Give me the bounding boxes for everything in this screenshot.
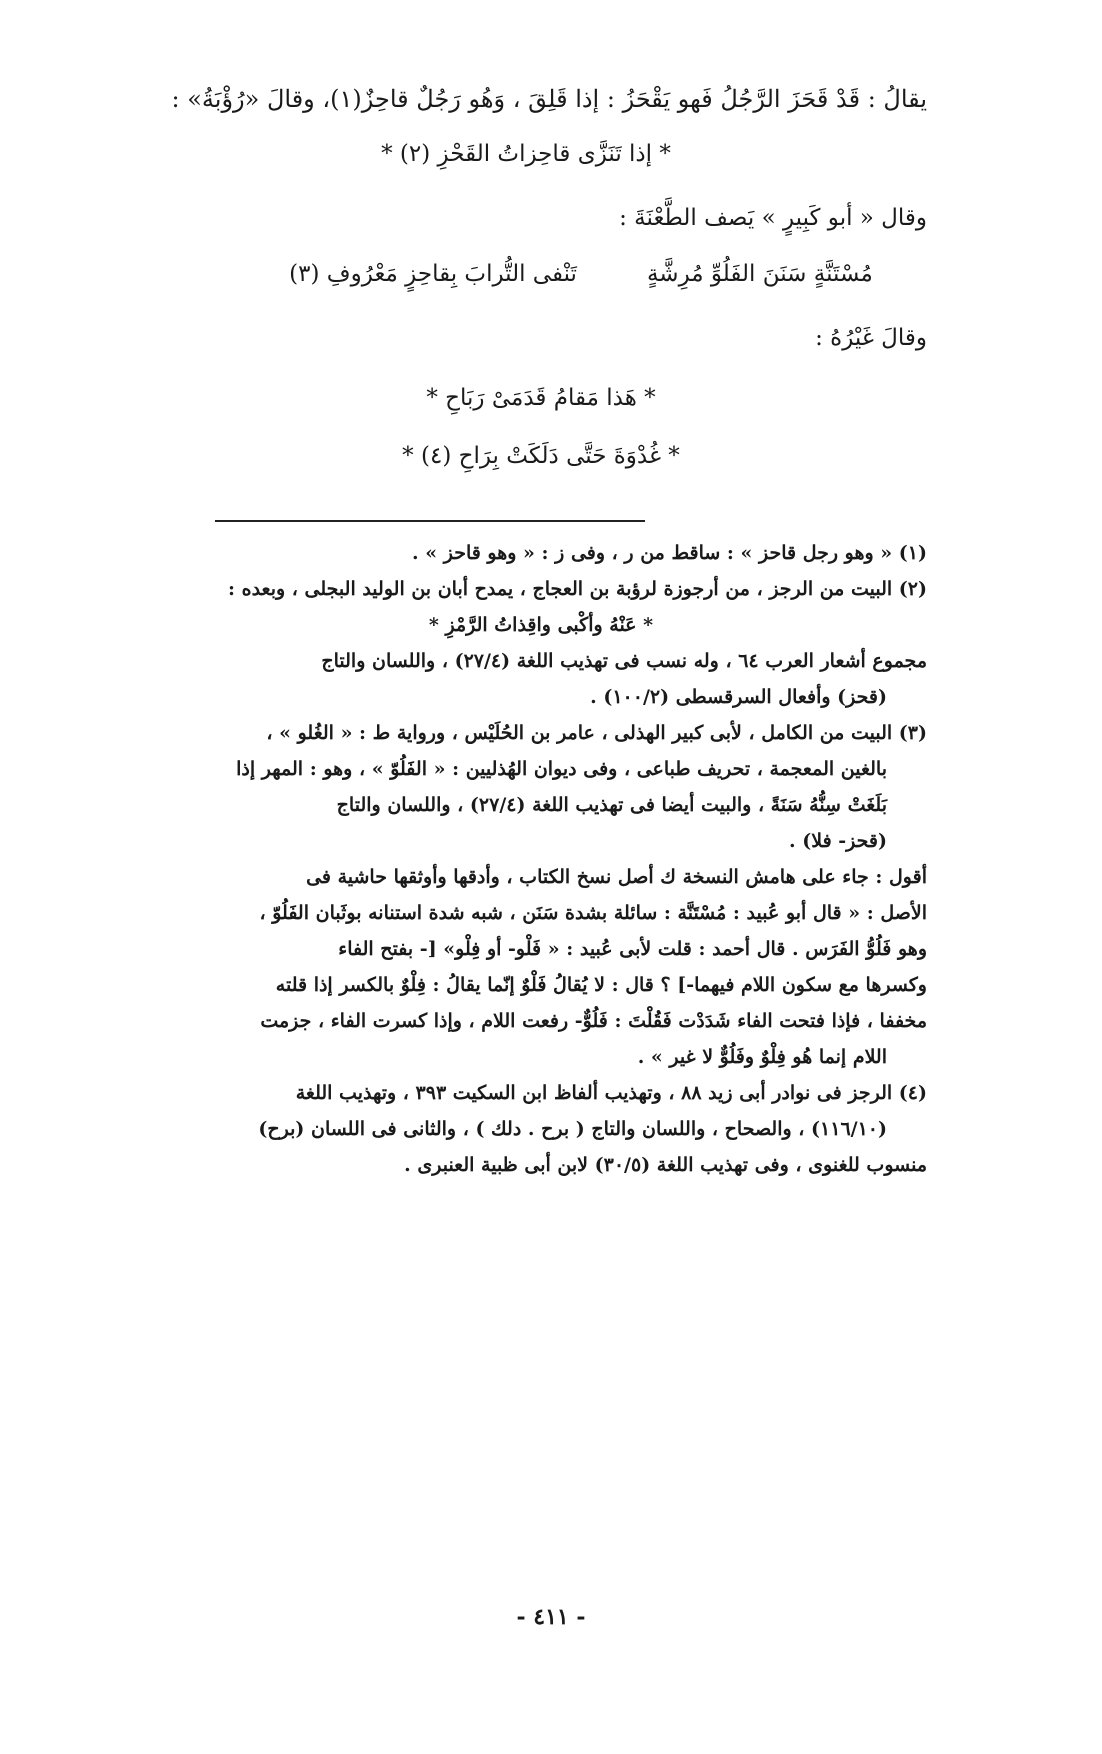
page-number: - ٤١١ - (516, 1604, 586, 1630)
footnote-line: مخففا ، فإذا فتحت الفاء شَدَدْت فَقُلْتَ : فَلُوٌّ- رفعت اللام ، وإذا كسرت الفاء ، جزمت (260, 1010, 927, 1032)
main-line-3: وقال « أبو كَبِيرٍ » يَصف الطَّعْنَةَ : (619, 205, 927, 231)
footnote-line: وهو فَلُوُّ الفَرَس . قال أحمد : قلت لأبى عُبيد : « فَلْو- أو فِلْو» [- بفتح الفاء (338, 938, 927, 960)
footnote-line: (قحز) وأفعال السرقسطى (١٠٠/٢) . (590, 686, 887, 708)
verse-hemistich-first: مُسْتَنَّةٍ سَنَنَ الفَلُوِّ مُرِشَّةٍ (646, 261, 873, 287)
footnote-line: (قحز- فلا) . (789, 830, 887, 852)
footnote-line: مجموع أشعار العرب ٦٤ ، وله نسب فى تهذيب اللغة (٢٧/٤) ، واللسان والتاج (321, 650, 927, 672)
main-text (165, 85, 927, 483)
poetry-verse (165, 261, 927, 325)
footnote-line: اللام إنما هُو فِلْوٌ وفَلُوٌّ لا غير » . (637, 1046, 887, 1068)
footnote-verse: * عَنْهُ وأكْبى واقِذاتُ الرَّمْزِ * (428, 614, 654, 636)
verse-hemistich-second: تَنْفى التُّرابَ بِقاحِزٍ مَعْرُوفِ (٣) (289, 261, 577, 287)
footnote-line: (٤) الرجز فى نوادر أبى زيد ٨٨ ، وتهذيب ألفاظ ابن السكيت ٣٩٣ ، وتهذيب اللغة (295, 1082, 927, 1104)
footnote-line: أقول : جاء على هامش النسخة ك أصل نسخ الكتاب ، وأدقها وأوثقها حاشية فى (306, 866, 927, 888)
footnote-line: وكسرها مع سكون اللام فيهما-] ؟ قال : لا يُقالُ فَلْوٌ إنّما يقالُ : فِلْوٌ بالكسر إذا قلته (275, 974, 927, 996)
footnote-line: بَلَغَتْ سِنُّهُ سَنَةً ، والبيت أيضا فى تهذيب اللغة (٢٧/٤) ، واللسان والتاج (336, 794, 887, 816)
footnotes (155, 536, 927, 1184)
footnote-line: (٢) البيت من الرجز ، من أرجوزة لرؤبة بن العجاج ، يمدح أبان بن الوليد البجلى ، وبعده : (227, 578, 927, 600)
footnote-line: الأصل : « قال أبو عُبيد : مُسْتَنَّة : سائلة بشدة سَنَن ، شبه شدة استنانه بوثَبان الفَلُوّ ، (259, 902, 927, 924)
footnote-line: (١) « وهو رجل قاحز » : ساقط من ر ، وفى ز : « وهو قاحز » . (412, 542, 927, 564)
rajaz-line-1: * إذا تَنَزَّى قاحِزاتُ القَحْزِ (٢) * (381, 141, 671, 167)
rajaz-line-3: * غُدْوَةَ حَتَّى دَلَكَتْ بِرَاحِ (٤) * (402, 443, 680, 469)
main-line-5: وقالَ غَيْرُهُ : (815, 325, 927, 351)
footnote-line: (١١٦/١٠) ، والصحاح ، واللسان والتاج ( برح . دلك ) ، والثانى فى اللسان (برح) (258, 1118, 887, 1140)
footnote-line: (٣) البيت من الكامل ، لأبى كبير الهذلى ، عامر بن الحُلَيْس ، ورواية ط : « الغُلو » ، (266, 722, 927, 744)
footnote-line: بالغين المعجمة ، تحريف طباعى ، وفى ديوان الهُذليين : « الفَلُوّ » ، وهو : المهر إذا (236, 758, 887, 780)
footnote-divider (215, 520, 645, 522)
main-line-1: يقالُ : قَدْ قَحَزَ الرَّجُلُ فَهو يَقْحَزُ : إذا قَلِقَ ، وَهُو رَجُلٌ قاحِزٌ(١)، وقالَ «رُؤْبَةُ» : (171, 85, 927, 113)
footnote-line: منسوب للغنوى ، وفى تهذيب اللغة (٣٠/٥) لابن أبى ظبية العنبرى . (404, 1154, 927, 1176)
rajaz-line-2: * هَذا مَقامُ قَدَمَىْ رَبَاحِ * (426, 385, 656, 411)
